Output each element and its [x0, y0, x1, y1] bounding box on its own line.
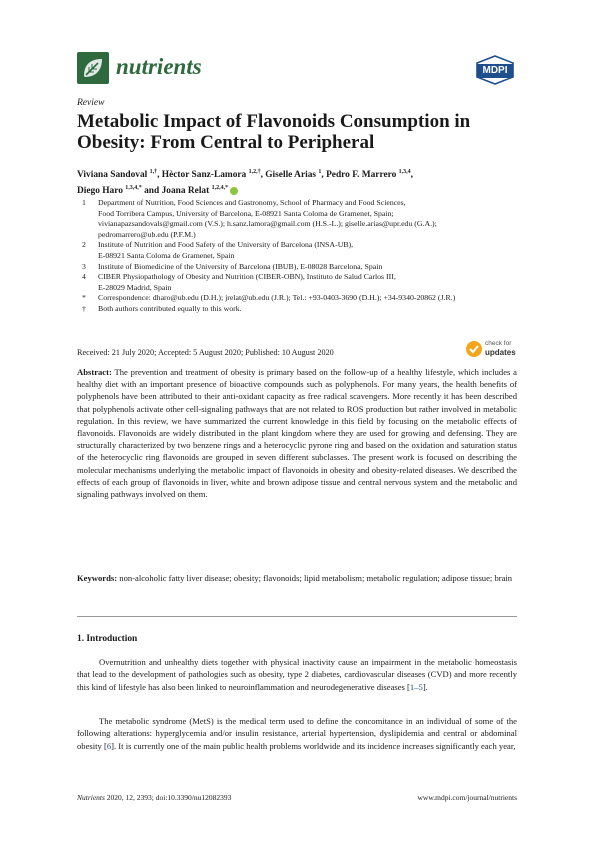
nutrients-leaf-logo-icon: [77, 52, 109, 84]
affiliation-line: CIBER Physiopathology of Obesity and Nutrition (CIBER-OBN), Instituto de Salud Carlos III,: [98, 272, 396, 282]
check-updates-icon: [466, 341, 482, 357]
correspondence: [77, 293, 517, 304]
affiliation-emails[interactable]: pedromarrero@ub.edu (P.F.M.): [98, 229, 196, 239]
keywords-label: Keywords:: [77, 573, 118, 583]
article-type: Review: [77, 98, 105, 108]
author-name[interactable]: Diego Haro: [77, 186, 123, 197]
author-separator: and: [141, 186, 162, 197]
affiliation-line: Both authors contributed equally to this work.: [98, 303, 242, 313]
citation-details[interactable]: 2020, 12, 2393; doi:10.3390/nu12082393: [106, 793, 232, 802]
affiliation-line: E-08921 Santa Coloma de Gramenet, Spain: [98, 250, 235, 260]
author-list: [77, 166, 517, 198]
affiliation-line: Institute of Biomedicine of the University of Barcelona (IBUB), E-08028 Barcelona, Spain: [98, 261, 383, 271]
body-paragraph: [77, 715, 517, 752]
affiliation-item: [77, 272, 517, 293]
author-affiliation-sup: 1,3,4,*: [125, 185, 142, 192]
affiliation-line: E-28029 Madrid, Spain: [98, 282, 172, 292]
affiliation-mark: 4: [82, 272, 86, 282]
citation-journal: Nutrients: [77, 793, 105, 802]
section-heading: 1. Introduction: [77, 634, 138, 644]
author-affiliation-sup: 1,2,4,*: [211, 185, 229, 192]
mdpi-logo-text: MDPI: [477, 64, 513, 78]
affiliation-mark: 3: [82, 261, 86, 271]
abstract: [77, 366, 517, 500]
keywords: [77, 572, 517, 584]
author-separator: ,: [321, 170, 327, 181]
article-title: Metabolic Impact of Flavonoids Consumption in Obesity: From Central to Peripheral: [77, 111, 471, 153]
check-updates-line1: check for: [485, 340, 512, 347]
affiliation-line: Food Torribera Campus, University of Barcelona, E-08921 Santa Coloma de Gramenet, Spain;: [98, 208, 394, 218]
check-updates-line2: updates: [485, 348, 516, 357]
mdpi-logo[interactable]: [474, 55, 516, 85]
abstract-label: Abstract:: [77, 367, 112, 377]
equal-contribution-note: [77, 304, 517, 315]
author-name[interactable]: Viviana Sandoval: [77, 170, 148, 181]
affiliation-item: [77, 240, 517, 261]
abstract-text: The prevention and treatment of obesity is primary based on the follow-up of a healthy lifestyle, which includes a healthy diet with an important presence of bioactive compounds such as polyphenols. For many years, the health benefits of polyphenols have been attributed to their anti-oxidant capacity as free radical scavengers. More recently it has been described that polyphenols activate other cell-signaling pathways that are not related to ROS production but rather involved in metabolic regulation. In this review, we have summarized the current knowledge in this field by focusing on the metabolic effects of flavonoids. Flavonoids are widely distributed in the plant kingdom where they are used for growing and defensing. They are structurally characterized by two benzene rings and a heterocyclic pyrone ring and based on the oxidation and saturation status of the heterocyclic ring flavonoids are grouped in seven different subclasses. The present work is focused on describing the molecular mechanisms underlying the metabolic impact of flavonoids in obesity and obesity-related diseases. We described the effects of each group of flavonoids in liver, white and brown adipose tissue and central nervous system and the metabolic and signaling pathways involved on them.: [77, 367, 517, 500]
author-separator: ,: [410, 170, 413, 181]
author-name[interactable]: Hèctor Sanz-Lamora: [161, 170, 247, 181]
paragraph-text: ].: [422, 681, 428, 692]
author-affiliation-sup: 1,2,†: [248, 169, 261, 175]
author-name[interactable]: Pedro F. Marrero: [326, 170, 397, 181]
journal-url[interactable]: www.mdpi.com/journal/nutrients: [417, 793, 517, 802]
affiliation-mark: 2: [82, 240, 86, 250]
keywords-text: non-alcoholic fatty liver disease; obesity; flavonoids; lipid metabolism; metabolic regulation; adipose tissue; brain: [119, 573, 513, 583]
check-for-updates-button[interactable]: [466, 338, 522, 360]
author-affiliation-sup: 1,†: [149, 169, 158, 175]
correspondence-line[interactable]: Correspondence: dharo@ub.edu (D.H.); jrelat@ub.edu (J.R.); Tel.: +93-0403-3690 (D.H.); +34-9340-20862 (J.R.): [98, 293, 456, 303]
affiliation-item: [77, 262, 517, 273]
affiliation-mark: 1: [82, 198, 86, 207]
affiliations: [77, 198, 517, 315]
author-affiliation-sup: 1,3,4: [398, 169, 411, 175]
paragraph-text: Overnutrition and unhealthy diets together with physical inactivity cause an impairment in the metabolic homeostasis that lead to the development of pathologies such as obesity, type 2 diabetes, cardiovascular diseases (CVD) and more recently this kind of lifestyle has also been linked to neuroinflammation and neurodegenerative diseases [: [77, 657, 517, 692]
affiliation-line: Department of Nutrition, Food Sciences and Gastronomy, School of Pharmacy and Food Sciences,: [98, 198, 406, 207]
author-name[interactable]: Giselle Arias: [265, 170, 317, 181]
author-separator: ,: [157, 170, 162, 181]
orcid-icon[interactable]: [230, 187, 238, 195]
publication-dates: Received: 21 July 2020; Accepted: 5 August 2020; Published: 10 August 2020: [77, 348, 334, 357]
affiliation-mark: †: [82, 303, 86, 313]
journal-name[interactable]: nutrients: [116, 54, 202, 79]
citation-footer: [77, 793, 231, 802]
author-separator: ,: [260, 170, 266, 181]
affiliation-item: [77, 198, 517, 240]
affiliation-mark: *: [82, 293, 86, 303]
reference-link[interactable]: 1–5: [409, 681, 423, 692]
body-paragraph: [77, 656, 517, 693]
paragraph-text: The metabolic syndrome (MetS) is the medical term used to define the concomitance in an individual of some of the following alterations: hyperglycemia and/or insulin resistance, arterial hypertension, dyslipidemia and central or abdominal obesity [: [77, 716, 517, 751]
reference-link[interactable]: 6: [106, 740, 112, 751]
affiliation-line: Institute of Nutrition and Food Safety of the University of Barcelona (INSA-UB),: [98, 240, 354, 250]
paragraph-text: ]. It is currently one of the main public health problems worldwide and its incidence increases significantly each year,: [111, 740, 516, 751]
author-name[interactable]: Joana Relat: [161, 186, 210, 197]
section-divider: [77, 616, 517, 617]
author-affiliation-sup: 1: [318, 169, 322, 175]
affiliation-emails[interactable]: vivianapazsandovals@gmail.com (V.S.); h.sanz.lamora@gmail.com (H.S.-L.); giselle.arias@upr.edu (G.A.);: [98, 219, 437, 229]
